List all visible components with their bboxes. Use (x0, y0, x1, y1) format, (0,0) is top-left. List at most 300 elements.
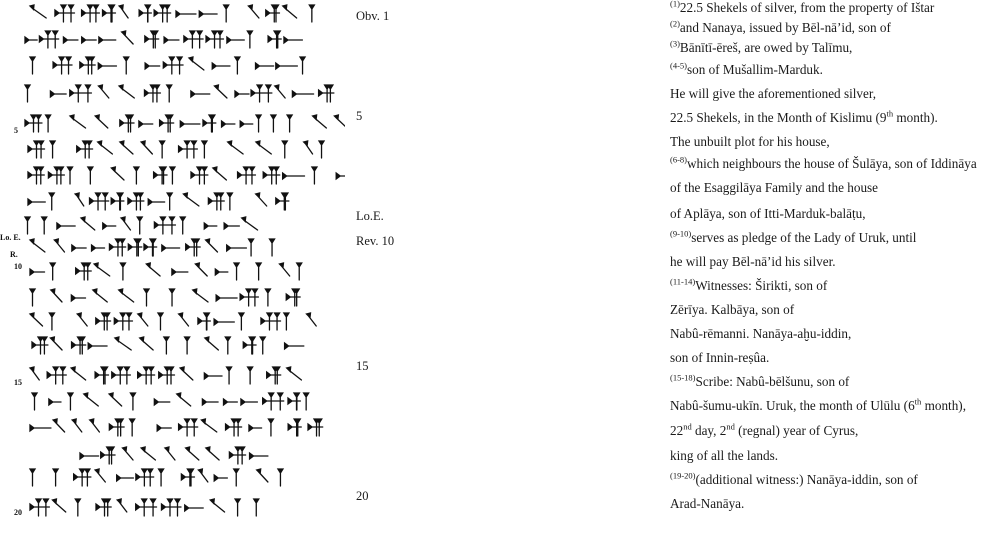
cuneiform-sign (54, 239, 64, 252)
cuneiform-sign (144, 239, 157, 256)
translation-line: He will give the aforementioned silver, (670, 86, 877, 101)
translation-line: $^{(1)}$22.5 Shekels of silver, from the property of Ištar (670, 0, 935, 15)
translation-line: son of Innin-reṣûa. (670, 350, 770, 365)
cuneiform-sign (53, 469, 58, 486)
cuneiform-sign (154, 5, 171, 22)
cuneiform-sign (177, 393, 191, 406)
cuneiform-signs (0, 0, 345, 540)
cuneiform-sign (214, 475, 227, 481)
cuneiform-sign (198, 469, 207, 482)
cuneiform-sign (234, 469, 239, 486)
cuneiform-sign (186, 239, 200, 256)
cuneiform-sign (57, 223, 75, 229)
cuneiform-sign (267, 367, 281, 384)
cuneiform-sign (84, 393, 99, 406)
cuneiform-sign (336, 173, 345, 179)
cuneiform-sign (185, 505, 204, 511)
cuneiform-sign (49, 399, 61, 405)
cuneiform-sign (111, 167, 124, 180)
cuneiform-line-marker: R. (10, 250, 18, 259)
cuneiform-sign (32, 393, 37, 410)
cuneiform-sign (95, 367, 108, 384)
cuneiform-sign (112, 367, 131, 384)
cuneiform-sign (42, 217, 47, 234)
cuneiform-sign (98, 85, 108, 98)
cuneiform-sign (254, 499, 259, 516)
cuneiform-sign (165, 447, 175, 460)
cuneiform-sign (239, 313, 244, 330)
cuneiform-sign (161, 499, 181, 516)
cuneiform-sign (96, 499, 111, 516)
cuneiform-sign (30, 57, 35, 74)
cuneiform-sign (134, 167, 139, 184)
cuneiform-sign (120, 263, 125, 280)
cuneiform-sign (214, 319, 234, 325)
cuneiform-sign (77, 141, 93, 158)
cuneiform-sign (167, 193, 172, 210)
cuneiform-sign (158, 313, 163, 330)
cuneiform-sign (99, 37, 116, 43)
cuneiform-sign (30, 269, 45, 275)
cuneiform-sign (128, 193, 144, 210)
cuneiform-sign (249, 239, 254, 256)
cuneiform-sign (193, 289, 208, 302)
cuneiform-sign (88, 343, 107, 349)
cuneiform-sign (25, 85, 30, 102)
cuneiform-sign (249, 425, 262, 431)
cuneiform-sign (81, 217, 95, 230)
cuneiform-sign (50, 141, 55, 158)
cuneiform-sign (114, 313, 132, 330)
cuneiform-sign (141, 447, 155, 460)
cuneiform-sign (202, 399, 218, 405)
cuneiform-sign (184, 31, 203, 48)
cuneiform-sign (179, 313, 189, 326)
cuneiform-sign (202, 141, 207, 158)
translation-line: $^{(6-8)}$which neighbours the house of Šulāya, son of Iddināya (670, 154, 977, 171)
cuneiform-sign (120, 141, 133, 154)
cuneiform-sign (51, 289, 62, 302)
cuneiform-sign (82, 37, 97, 43)
cuneiform-sign (256, 263, 261, 280)
cuneiform-sign (308, 419, 323, 436)
cuneiform-sign (75, 499, 80, 516)
cuneiform-line-marker: 5 (14, 126, 18, 135)
cuneiform-sign (101, 447, 115, 464)
cuneiform-sign (96, 313, 111, 330)
cuneiform-sign (224, 5, 229, 22)
line-label: Obv. 1 (356, 9, 390, 23)
cuneiform-sign (334, 115, 345, 128)
cuneiform-sign (183, 193, 198, 206)
cuneiform-sign (206, 31, 223, 48)
cuneiform-sign (159, 469, 164, 486)
cuneiform-sign (268, 31, 281, 48)
cuneiform-sign (261, 313, 281, 330)
cuneiform-sign (30, 499, 49, 516)
cuneiform-sign (251, 85, 272, 102)
cuneiform-sign (235, 57, 240, 74)
cuneiform-sign (203, 115, 216, 132)
cuneiform-sign (145, 31, 159, 48)
cuneiform-sign (206, 239, 218, 252)
cuneiform-sign (278, 469, 283, 486)
cuneiform-sign (263, 167, 280, 184)
cuneiform-sign (122, 31, 133, 44)
cuneiform-sign (144, 289, 149, 306)
cuneiform-sign (71, 295, 85, 301)
translation-line: The unbuilt plot for his house, (670, 134, 830, 149)
cuneiform-sign (50, 263, 55, 280)
cuneiform-sign (191, 167, 208, 184)
cuneiform-sign (176, 11, 196, 17)
cuneiform-sign (309, 5, 314, 22)
cuneiform-line-marker: Lo. E. (0, 233, 21, 242)
cuneiform-sign (48, 167, 64, 184)
cuneiform-sign (304, 393, 309, 410)
cuneiform-sign (234, 263, 239, 280)
cuneiform-sign (72, 419, 82, 432)
line-label: 5 (356, 109, 363, 123)
cuneiform-sign (128, 239, 142, 256)
cuneiform-sign (136, 469, 154, 486)
cuneiform-sign (47, 367, 66, 384)
cuneiform-sign (71, 367, 86, 380)
cuneiform-sign (283, 5, 297, 18)
cuneiform-sign (121, 217, 130, 230)
cuneiform-line-marker: 10 (14, 262, 22, 271)
translation-line: Zērīya. Kalbāya, son of (670, 302, 795, 317)
cuneiform-sign (82, 5, 100, 22)
cuneiform-sign (80, 453, 99, 459)
cuneiform-sign (90, 419, 100, 432)
cuneiform-sign (286, 289, 300, 306)
cuneiform-sign (32, 337, 48, 354)
cuneiform-sign (148, 199, 164, 205)
cuneiform-sign (271, 115, 276, 132)
cuneiform-sign (257, 469, 268, 482)
cuneiform-sign (180, 217, 185, 234)
cuneiform-sign (70, 115, 86, 128)
cuneiform-sign (216, 295, 237, 301)
cuneiform-sign (319, 141, 324, 158)
cuneiform-sign (49, 313, 54, 330)
cuneiform-sign (226, 419, 242, 436)
cuneiform-sign (292, 91, 313, 97)
cuneiform-sign (117, 499, 127, 512)
cuneiform-sign (139, 121, 153, 127)
cuneiform-sign (25, 115, 42, 132)
translation-line: 22.5 Shekels, in the Month of Kislimu (9th month). (670, 108, 938, 125)
cuneiform-sign (227, 37, 244, 43)
cuneiform-sign (50, 337, 62, 350)
cuneiform-sign (80, 57, 95, 74)
cuneiform-sign (122, 447, 133, 460)
cuneiform-sign (260, 337, 265, 354)
cuneiform-sign (55, 5, 75, 22)
cuneiform-sign (248, 5, 259, 18)
cuneiform-sign (25, 37, 37, 43)
cuneiform-sign (235, 91, 249, 97)
cuneiform-sign (204, 223, 217, 229)
cuneiform-sign (95, 115, 108, 128)
cuneiform-sign (88, 167, 93, 184)
cuneiform-sign (154, 399, 169, 405)
cuneiform-sign (243, 337, 256, 354)
cuneiform-sign (297, 263, 302, 280)
cuneiform-sign (103, 223, 116, 229)
cuneiform-sign (224, 399, 238, 405)
cuneiform-sign (248, 367, 253, 384)
cuneiform-sign (235, 499, 240, 516)
cuneiform-sign (181, 469, 194, 486)
cuneiform-sign (240, 289, 258, 306)
cuneiform-sign (124, 57, 129, 74)
cuneiform-sign (30, 289, 35, 306)
cuneiform-line-marker: 20 (14, 508, 22, 517)
cuneiform-sign (227, 367, 232, 384)
cuneiform-sign (109, 393, 122, 406)
cuneiform-sign (164, 337, 169, 354)
cuneiform-sign (76, 263, 92, 280)
cuneiform-sign (198, 313, 210, 330)
cuneiform-sign (256, 115, 261, 132)
cuneiform-sign (39, 31, 58, 48)
cuneiform-sign (282, 141, 287, 158)
cuneiform-sign (185, 337, 190, 354)
cuneiform-sign (130, 419, 135, 436)
cuneiform-sign (28, 141, 45, 158)
cuneiform-sign (30, 313, 43, 326)
cuneiform-sign (46, 115, 51, 132)
cuneiform-sign (109, 419, 124, 436)
cuneiform-sign (159, 367, 175, 384)
cuneiform-sign (208, 193, 224, 210)
cuneiform-sign (189, 57, 204, 70)
cuneiform-sign (204, 373, 222, 379)
cuneiform-sign (170, 167, 175, 184)
cuneiform-sign (25, 217, 30, 234)
cuneiform-sign (256, 193, 267, 206)
cuneiform-sign (52, 499, 65, 512)
line-label: Lo.E. (356, 209, 384, 223)
cuneiform-sign (287, 115, 292, 132)
cuneiform-sign (164, 37, 179, 43)
translation-line: $^{(4-5)}$son of Mušallim-Marduk. (670, 60, 823, 77)
translation-line: $^{(2)}$and Nanaya, issued by Bēl-nā’id, son of (670, 18, 891, 35)
cuneiform-sign (68, 167, 73, 184)
cuneiform-sign (119, 289, 134, 302)
cuneiform-sign (275, 85, 285, 98)
cuneiform-sign (137, 217, 142, 234)
cuneiform-sign (319, 85, 334, 102)
translation-line: $^{(19-20)}$(additional witness:) Nanāya-iddin, son of (670, 470, 918, 487)
cuneiform-sign (141, 141, 152, 154)
cuneiform-sign (70, 85, 92, 102)
cuneiform-sign (287, 367, 302, 380)
cuneiform-sign (263, 393, 284, 410)
cuneiform-sign (180, 367, 193, 380)
line-label: 15 (356, 359, 369, 373)
cuneiform-sign (136, 499, 157, 516)
cuneiform-sign (162, 245, 180, 251)
cuneiform-sign (138, 313, 148, 326)
translation-line: 22nd day, 2nd (regnal) year of Cyrus, (670, 421, 859, 438)
cuneiform-sign (68, 393, 73, 410)
cuneiform-sign (30, 425, 51, 431)
cuneiform-sign (224, 223, 239, 229)
cuneiform-sign (242, 217, 258, 230)
cuneiform-sign (199, 11, 217, 17)
cuneiform-sign (90, 193, 109, 210)
cuneiform-sign (256, 141, 271, 154)
cuneiform-sign (206, 447, 219, 460)
cuneiform-sign (214, 85, 227, 98)
translation-line: $^{(15-18)}$Scribe: Nabû-bēlšunu, son of (670, 372, 850, 389)
cuneiform-sign (201, 419, 216, 432)
translation-line: king of all the lands. (670, 448, 779, 463)
cuneiform-sign (119, 5, 128, 18)
cuneiform-sign (145, 63, 160, 69)
cuneiform-sign (28, 167, 44, 184)
cuneiform-sign (163, 57, 183, 74)
cuneiform-sign (146, 263, 160, 276)
cuneiform-sign (270, 239, 275, 256)
cuneiform-sign (119, 85, 134, 98)
cuneiform-sign (63, 37, 78, 43)
cuneiform-sign (72, 337, 86, 354)
cuneiform-sign (265, 289, 270, 306)
cuneiform-sign (30, 5, 46, 18)
cuneiform-sign (138, 367, 155, 384)
cuneiform-sign (212, 63, 230, 69)
cuneiform-sign (312, 167, 317, 184)
cuneiform-sign (276, 193, 289, 210)
cuneiform-sign (160, 141, 165, 158)
cuneiform-sign (313, 115, 327, 128)
cuneiform-sign (30, 239, 45, 252)
cuneiform-sign (250, 453, 268, 459)
cuneiform-sign (30, 367, 39, 380)
cuneiform-sign (98, 63, 116, 69)
cuneiform-sign (53, 57, 72, 74)
cuneiform-sign (191, 91, 210, 97)
translation-line: Nabû-šumu-ukīn. Uruk, the month of Ulūlu (6th month), (670, 396, 966, 413)
cuneiform-sign (154, 217, 175, 234)
cuneiform-sign (49, 193, 54, 210)
line-label: 20 (356, 489, 369, 503)
cuneiform-sign (285, 343, 304, 349)
cuneiform-sign (276, 63, 298, 69)
cuneiform-sign (222, 121, 235, 127)
translation-line: he will pay Bēl-nā’id his silver. (670, 254, 836, 269)
cuneiform-sign (256, 63, 274, 69)
cuneiform-sign (130, 393, 135, 410)
cuneiform-sign (283, 173, 305, 179)
cuneiform-sign (279, 263, 289, 276)
cuneiform-sign (240, 121, 253, 127)
cuneiform-sign (300, 57, 305, 74)
translation-line: of the Esaggilāya Family and the house (670, 180, 879, 195)
cuneiform-sign (111, 193, 124, 210)
cuneiform-sign (77, 313, 87, 326)
cuneiform-sign (266, 5, 280, 22)
translation-line: of Aplāya, son of Itti-Marduk-balāṭu, (670, 206, 866, 221)
cuneiform-sign (115, 337, 131, 350)
cuneiform-sign (227, 193, 232, 210)
cuneiform-sign (93, 289, 107, 302)
cuneiform-sign (172, 269, 188, 275)
cuneiform-sign (75, 193, 84, 206)
cuneiform-sign (50, 91, 66, 97)
cuneiform-sign (238, 167, 256, 184)
cuneiform-sign (160, 115, 174, 132)
cuneiform-sign (288, 393, 300, 410)
line-label: Rev. 10 (356, 234, 395, 248)
cuneiform-sign (109, 239, 125, 256)
cuneiform-sign (94, 263, 110, 276)
cuneiform-sign (179, 419, 198, 436)
cuneiform-sign (306, 313, 316, 326)
cuneiform-sign (98, 141, 113, 154)
cuneiform-sign (210, 499, 224, 512)
cuneiform-sign (215, 269, 228, 275)
cuneiform-line-marker: 15 (14, 378, 22, 387)
cuneiform-sign (167, 85, 172, 102)
cuneiform-sign (229, 447, 245, 464)
cuneiform-hand-copy (0, 0, 345, 540)
cuneiform-sign (180, 121, 200, 127)
cuneiform-sign (74, 469, 91, 486)
cuneiform-sign (28, 199, 45, 205)
cuneiform-sign (284, 313, 289, 330)
cuneiform-sign (154, 167, 167, 184)
translation-line: Nabû-rēmanni. Nanāya-aḫu-iddin, (670, 326, 852, 341)
translation-line: $^{(3)}$Bānītī-ēreš, are owed by Talīmu, (670, 38, 853, 55)
cuneiform-sign (227, 245, 247, 251)
cuneiform-sign (179, 141, 198, 158)
cuneiform-sign (140, 337, 153, 350)
cuneiform-sign (213, 167, 227, 180)
cuneiform-sign (284, 37, 302, 43)
cuneiform-sign (268, 419, 273, 436)
cuneiform-sign (186, 447, 199, 460)
cuneiform-sign (139, 5, 151, 22)
cuneiform-sign (195, 263, 207, 276)
cuneiform-sign (95, 469, 105, 482)
cuneiform-sign (120, 115, 134, 132)
cuneiform-sign (103, 5, 116, 22)
translation-line: Arad-Nanāya. (670, 496, 745, 511)
translation-line: $^{(11-14)}$Witnesses: Širikti, son of (670, 276, 828, 293)
translation-line: $^{(9-10)}$serves as pledge of the Lady of Uruk, until (670, 228, 917, 245)
cuneiform-sign (170, 289, 175, 306)
cuneiform-sign (228, 141, 243, 154)
cuneiform-sign (53, 419, 65, 432)
cuneiform-sign (144, 85, 160, 102)
cuneiform-sign (225, 337, 230, 354)
cuneiform-sign (288, 419, 301, 436)
cuneiform-sign (241, 399, 257, 405)
cuneiform-sign (117, 475, 134, 481)
cuneiform-sign (30, 469, 35, 486)
cuneiform-sign (92, 245, 105, 251)
cuneiform-sign (205, 337, 219, 350)
cuneiform-sign (157, 425, 171, 431)
cuneiform-sign (247, 31, 252, 48)
cuneiform-sign (304, 141, 313, 154)
cuneiform-sign (72, 245, 86, 251)
